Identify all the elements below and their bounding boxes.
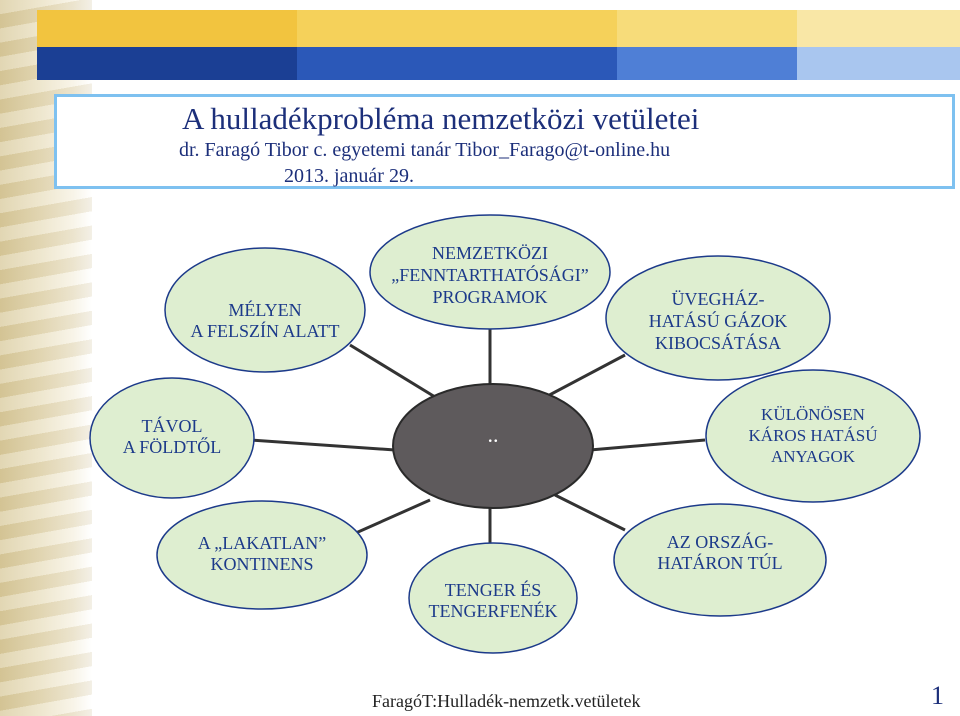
node-kulonosen xyxy=(706,404,920,467)
center-hub-text: .. xyxy=(487,422,499,447)
node-line: KÜLÖNÖSEN xyxy=(761,405,865,424)
node-tavol xyxy=(92,416,252,458)
node-line: NEMZETKÖZI xyxy=(432,243,548,263)
node-line: TENGERFENÉK xyxy=(428,601,558,621)
connector-bottom-right xyxy=(555,495,625,530)
node-line: MÉLYEN xyxy=(228,300,302,320)
center-hub-label xyxy=(473,424,513,445)
connector-top-right xyxy=(540,355,625,400)
node-line: PROGRAMOK xyxy=(432,287,548,307)
node-melyen xyxy=(165,300,365,342)
node-orszaghataron xyxy=(614,532,826,574)
node-lakatlan xyxy=(157,533,367,575)
page-number: 1 xyxy=(931,681,944,710)
author-line: dr. Faragó Tibor c. egyetemi tanár Tibor_Farago@t-online.hu xyxy=(179,139,671,161)
node-tenger xyxy=(409,580,577,622)
connector-top-left xyxy=(350,345,440,400)
node-line: HATÁRON TÚL xyxy=(657,553,783,573)
node-line: KIBOCSÁTÁSA xyxy=(654,333,782,353)
slide-title: A hulladékprobléma nemzetközi vetületei xyxy=(182,101,700,136)
connector-left xyxy=(250,440,395,450)
node-line: A FELSZÍN ALATT xyxy=(190,321,340,341)
node-uveghaz xyxy=(606,288,830,354)
node-line: KONTINENS xyxy=(210,554,314,574)
node-line: „FENNTARTHATÓSÁGI” xyxy=(391,265,589,285)
node-line: TÁVOL xyxy=(141,416,203,436)
node-line: KÁROS HATÁSÚ xyxy=(748,426,878,445)
node-line: ÜVEGHÁZ- xyxy=(671,289,765,309)
node-nemzetkozi xyxy=(370,242,610,308)
date-line: 2013. január 29. xyxy=(284,165,414,187)
node-line: A FÖLDTŐL xyxy=(122,437,222,457)
node-line: HATÁSÚ GÁZOK xyxy=(648,311,788,331)
node-line: ANYAGOK xyxy=(770,447,856,466)
node-line: A „LAKATLAN” xyxy=(197,533,327,553)
connector-right xyxy=(590,440,705,450)
footer-text: FaragóT:Hulladék-nemzetk.vetületek xyxy=(372,691,641,711)
node-line: TENGER ÉS xyxy=(444,580,542,600)
node-line: AZ ORSZÁG- xyxy=(666,532,774,552)
